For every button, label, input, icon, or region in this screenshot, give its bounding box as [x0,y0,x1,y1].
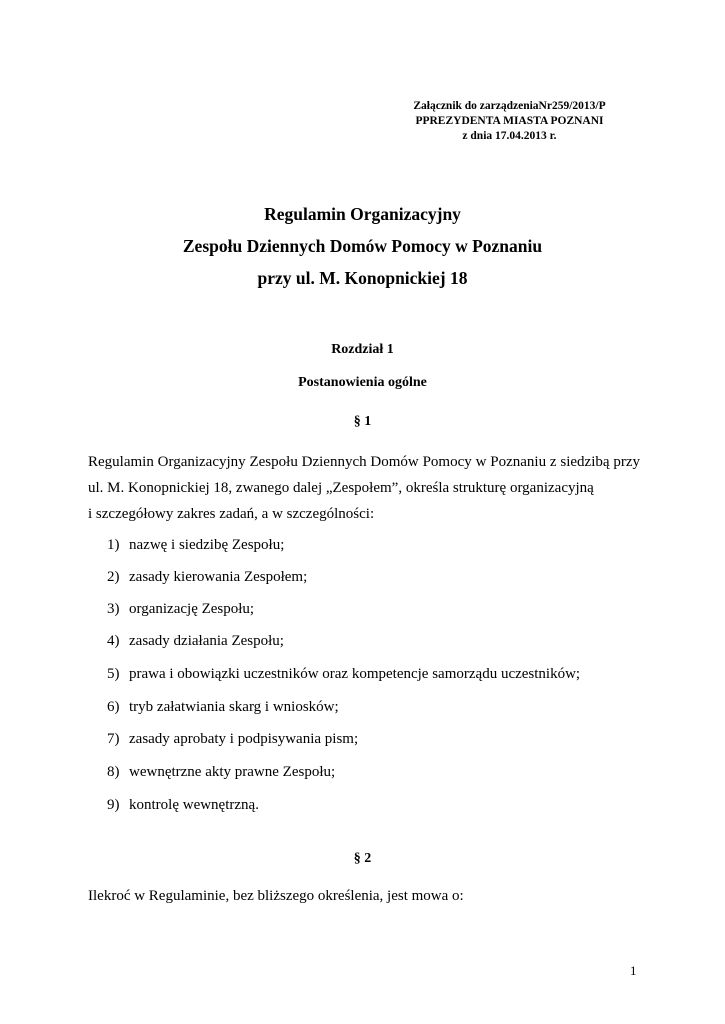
list-item-text: organizację Zespołu; [129,601,255,617]
attachment-note [392,99,627,144]
attachment-line-2: PPREZYDENTA MIASTA POZNANI [415,115,604,127]
list-item [107,537,284,554]
list-item [107,797,259,814]
title-line-3: przy ul. M. Konopnickiej 18 [257,268,468,288]
title-line-2: Zespołu Dziennych Domów Pomocy w Poznaniu [182,236,543,256]
list-item [107,764,335,781]
list-item [107,666,580,683]
list-item-text: wewnętrzne akty prawne Zespołu; [129,764,336,780]
title-line-1: Regulamin Organizacyjny [264,204,461,224]
list-item-number: 6) [107,699,120,715]
document-title [0,198,725,294]
list-item-number: 1) [107,537,120,553]
list-item-text: prawa i obowiązki uczestników oraz kompetencje samorządu uczestników; [129,666,581,682]
list-item [107,569,307,586]
section-2-text: Ilekroć w Regulaminie, bez bliższego określenia, jest mowa o: [88,888,464,904]
list-item-number: 4) [107,633,120,649]
list-item [107,731,358,748]
chapter-name: Postanowienia ogólne [298,375,427,390]
list-item-number: 3) [107,601,120,617]
attachment-line-1: Załącznik do zarządzeniaNr259/2013/P [413,100,606,112]
section-2-heading: § 2 [353,851,372,866]
list-item-text: nazwę i siedzibę Zespołu; [129,537,285,553]
list-item-text: kontrolę wewnętrzną. [129,797,259,813]
list-item-text: zasady aprobaty i podpisywania pism; [129,731,359,747]
list-item [107,601,254,618]
paragraph-line-3: i szczegółowy zakres zadań, a w szczególności: [88,506,375,522]
section-1-heading: § 1 [353,414,372,429]
list-item-number: 7) [107,731,120,747]
list-item-text: zasady działania Zespołu; [129,633,284,649]
page-number: 1 [630,963,637,978]
list-item-number: 5) [107,666,120,682]
list-item [107,699,339,716]
list-item-number: 9) [107,797,120,813]
paragraph-line-1: Regulamin Organizacyjny Zespołu Dziennych Domów Pomocy w Poznaniu z siedzibą przy [88,454,640,470]
paragraph-line-2: ul. M. Konopnickiej 18, zwanego dalej „Zespołem”, określa strukturę organizacyjną [88,480,594,496]
list-item [107,633,284,650]
list-item-number: 8) [107,764,120,780]
attachment-line-3: z dnia 17.04.2013 r. [462,130,557,142]
list-item-text: zasady kierowania Zespołem; [129,569,308,585]
list-item-text: tryb załatwiania skarg i wniosków; [129,699,339,715]
chapter-number: Rozdział 1 [331,342,394,357]
list-item-number: 2) [107,569,120,585]
